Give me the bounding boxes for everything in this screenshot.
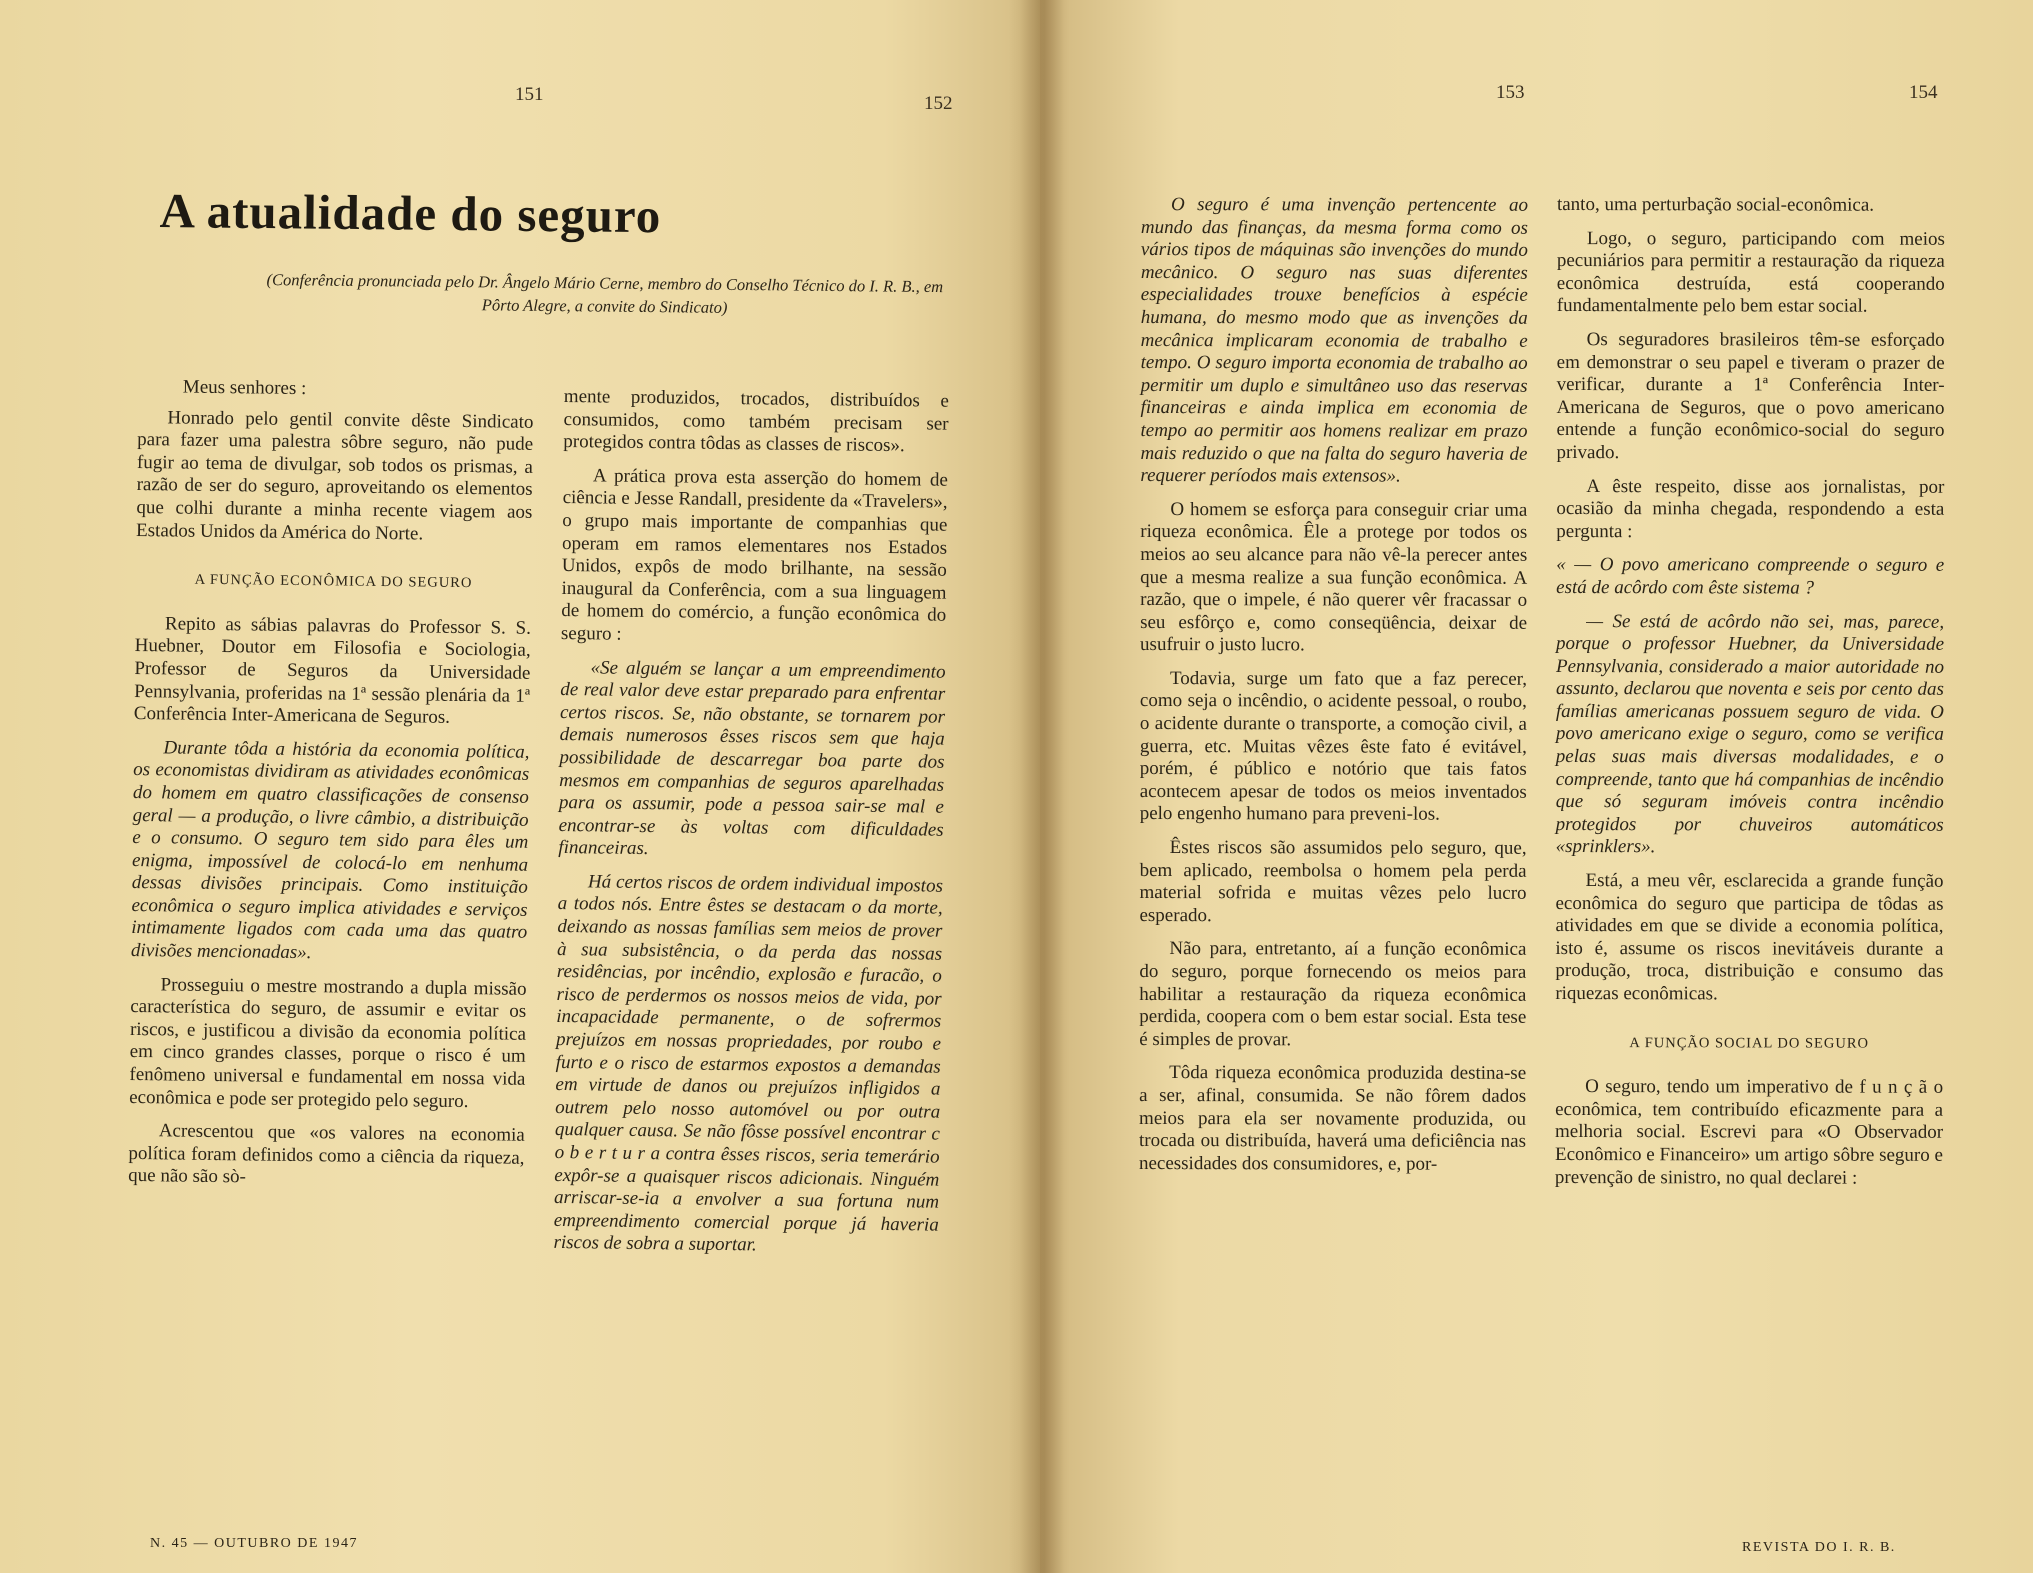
paragraph: A êste respeito, disse aos jornalistas, por ocasião da minha chegada, respondendo a esta pergunta : (1556, 475, 1945, 542)
magazine-footer: REVISTA DO I. R. B. (1742, 1540, 1896, 1555)
paragraph: Êstes riscos são assumidos pelo seguro, que, bem aplicado, reembolsa o homem pela perda material sofrida e muitas vêzes pelo lucro esperado. (1139, 837, 1527, 926)
paragraph: Prosseguiu o mestre mostrando a dupla missão característica do seguro, de assumir e evitar os riscos, e justificou a divisão da economia política em cinco grandes classes, porque o risco é um fenômeno universal e fundamental em nossa vida econômica e pode ser protegido pelo seguro. (129, 973, 527, 1112)
page-number-151: 151 (515, 84, 544, 105)
section-heading-economic-function: A FUNÇÃO ECONÔMICA DO SEGURO (194, 571, 473, 592)
paragraph: A prática prova esta asserção do homem de ciência e Jesse Randall, presidente da «Travelers», o grupo mais importante de companhias que operam em ramos elementares nos Estados Unidos, expôs de modo brilhante, na sessão inaugural da Conferência, com a sua linguagem de homem do comércio, a função econômica do seguro : (560, 465, 949, 645)
article-title: A atualidade do seguro (159, 182, 662, 244)
quote-paragraph: «Se alguém se lançar a um empreendimento de real valor deve estar preparado para enfrentar certos riscos. Se, não obstante, se tornarem por demais numerosos êsses riscos sem que haja possibilidade de descarregar boa parte dos mesmos em companhias de seguros aparelhadas para os assumir, pode a pessoa sair-se mal e encontrar-se às voltas com dificuldades financeiras. (558, 656, 946, 860)
text-column-4 (1555, 194, 1945, 1201)
quote-paragraph: Durante tôda a história da economia política, os economistas dividiram as atividades econômicas do homem em quatro classificações de consenso geral — a produção, o livre câmbio, a distribuição e o consumo. O seguro tem sido para êles um enigma, impossível de colocá-lo em nenhuma dessas divisões principais. Como instituição econômica o seguro implica atividades e serviços intimamente ligados com cada uma das quatro divisões mencionadas». (130, 737, 530, 964)
quote-paragraph: O seguro é uma invenção pertencente ao mundo das finanças, da mesma forma como os vários tipos de máquinas são invenções do mundo mecânico. O seguro nas suas diferentes especialidades trouxe benefícios à espécie humana, do mesmo modo que as invenções da mecânica implicaram economia de trabalho e tempo. O seguro importa economia de trabalho ao permitir um duplo e simultâneo uso das reservas financeiras e ainda implica em economia de tempo ao permitir aos homens realizar em prazo mais reduzido o que na falta do seguro haveria de requerer períodos mais extensos». (1140, 194, 1528, 487)
paragraph: Todavia, surge um fato que a faz perecer, como seja o incêndio, o acidente pessoal, o roubo, o acidente durante o transporte, a comoção civil, a guerra, etc. Muitas vêzes êste fato é evitável, porém, é público e notório que tais fatos acontecem apesar de todos os meios inventados pelo engenho humano para preveni-los. (1139, 667, 1528, 826)
paragraph: Honrado pelo gentil convite dêste Sindicato para fazer uma palestra sôbre seguro, não pude fugir ao tema de divulgar, sob todos os prismas, a razão de ser do seguro, aproveitando os elementos que colhi durante a minha recente viagem aos Estados Unidos da América do Norte. (135, 406, 534, 545)
paragraph: mente produzidos, trocados, distribuídos e consumidos, como também precisam ser protegidos contra tôdas as classes de riscos». (563, 386, 949, 457)
paragraph: Está, a meu vêr, esclarecida a grande função econômica do seguro que participa de tôdas as atividades em que se divide a economia política, isto é, assume os riscos inevitáveis durante a produção, troca, distribuição e consumo das riquezas econômicas. (1555, 870, 1944, 1005)
paragraph: Repito as sábias palavras do Professor S. S. Huebner, Doutor em Filosofia e Sociologia, Professor de Seguros da Universidade Pennsylvania, proferidas na 1ª sessão plenária da 1ª Conferência Inter-Americana de Seguros. (133, 613, 532, 728)
article-subtitle: (Conferência pronunciada pelo Dr. Ângelo Mário Cerne, membro do Conselho Técnico do I. R. B., em Pôrto Alegre, a convite do Sindicato) (266, 270, 944, 317)
text-column-1 (128, 376, 534, 1204)
page-number-153: 153 (1496, 82, 1525, 103)
paragraph: Acrescentou que «os valores na economia política foram definidos como a ciência da riqueza, que não são sò- (128, 1120, 525, 1188)
quote-question: « — O povo americano compreende o seguro e está de acôrdo com êste sistema ? (1556, 554, 1945, 599)
page-number-152: 152 (924, 93, 953, 114)
section-heading-social-function: A FUNÇÃO SOCIAL DO SEGURO (1629, 1034, 1870, 1052)
paragraph: O homem se esforça para conseguir criar uma riqueza econômica. Êle a protege por todos os meios ao seu alcance para não vê-la perecer antes que a mesma realize a sua função econômica. A razão, que o impele, é não querer vêr fracassar o seu esfôrço e, como conseqüência, deixar de usufruir o justo lucro. (1140, 498, 1528, 656)
paragraph: O seguro, tendo um imperativo de f u n ç ã o econômica, tem contribuído eficazmente para a melhoria social. Escrevi para «O Observador Econômico e Financeiro» um artigo sôbre seguro e prevenção de sinistro, no qual declarei : (1554, 1076, 1944, 1189)
quote-paragraph: Há certos riscos de ordem individual impostos a todos nós. Entre êstes se destacam o da morte, deixando as nossas famílias sem meios de prover à sua subsistência, o da perda das nossas residências, por incêndio, explosão e furacão, o risco de perdermos os nossos meios de vida, por incapacidade permanente, o de sofrermos prejuízos em nossas propriedades, por roubo e furto e o risco de estarmos expostos a demandas em virtude de danos ou prejuízos infligidos a outrem pelo nosso automóvel ou por outra qualquer causa. Se não fôsse possível encontrar c o b e r t u r a contra êsses riscos, seria temerário expôr-se a quaisquer riscos adicionais. Ninguém arriscar-se-ia a envolver a sua fortuna num empreendimento comercial porque já haveria riscos de sobra a suportar. (553, 871, 944, 1256)
text-column-2 (553, 386, 949, 1271)
text-column-3 (1139, 194, 1528, 1187)
paragraph: Tôda riqueza econômica produzida destina-se a ser, afinal, consumida. Se não fôrem dados meios para ela ser novamente produzida, ou trocada ou distribuída, haverá uma deficiência nas necessidades dos consumidores, e, por- (1138, 1062, 1527, 1175)
paragraph: Os seguradores brasileiros têm-se esforçado em demonstrar o seu papel e tiveram o prazer de verificar, durante a 1ª Conferência Inter-Americana de Seguros, que o povo americano entende a função econômico-social do seguro privado. (1556, 329, 1945, 464)
paragraph: Logo, o seguro, participando com meios pecuniários para permitir a restauração da riqueza econômica destruída, está cooperando fundamentalmente pelo bem estar social. (1556, 227, 1945, 318)
paragraph: tanto, uma perturbação social-econômica. (1556, 194, 1875, 216)
salutation: Meus senhores : (182, 376, 307, 400)
paragraph: Não para, entretanto, aí a função econômica do seguro, porque fornecendo os meios para habilitar a restauração da riqueza econômica perdida, coopera com o bem estar social. Esta tese é simples de provar. (1139, 938, 1527, 1051)
quote-answer: — Se está de acôrdo não sei, mas, parece, porque o professor Huebner, da Universidade Pennsylvania, considerado a maior autoridade no assunto, declarou que noventa e seis por cento das famílias americanas possuem seguro de vida. O povo americano exige o seguro, como se verifica pelas suas mais diversas modalidades, e o compreende, tanto que há companhias de incêndio que só seguram imóveis contra incêndio protegidos por chuveiros automáticos «sprinklers». (1555, 610, 1945, 858)
page-number-154: 154 (1909, 82, 1938, 103)
issue-footer: N. 45 — OUTUBRO DE 1947 (150, 1536, 358, 1551)
